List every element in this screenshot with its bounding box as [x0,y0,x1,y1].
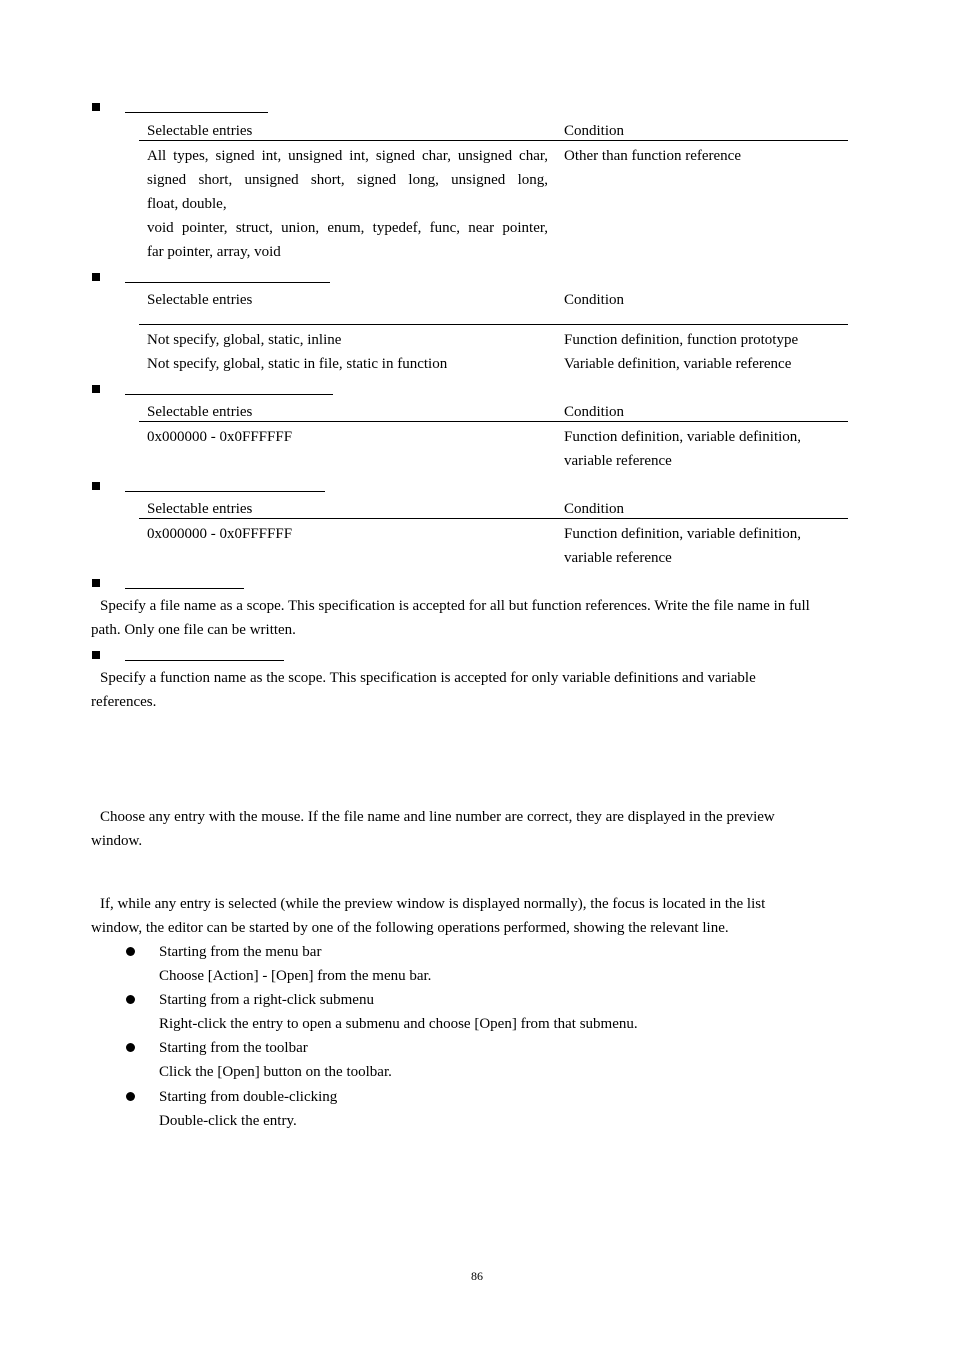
section-heading-line [125,491,325,492]
file-scope-paragraph: Specify a file name as a scope. This specification is accepted for all but function references. Write the file name in full path. Only one file can be written. [91,598,810,638]
list-item: Starting from double-clicking Double-click the entry. [159,1089,338,1129]
table-header-condition: Condition [564,292,625,308]
section-heading-line [125,660,284,661]
section-bullet [92,482,100,490]
table-header-entries: Selectable entries [147,501,253,517]
choose-entry-paragraph: Choose any entry with the mouse. If the file name and line number are correct, they are displayed in the preview window. [91,809,775,849]
table-cell-entries: Not specify, global, static in file, static in function [147,356,448,372]
table-header-entries: Selectable entries [147,123,253,139]
section-bullet [92,385,100,393]
list-bullet [126,947,135,956]
list-bullet [126,1092,135,1101]
table-header-rule [139,324,848,325]
page-number: 86 [471,1269,483,1283]
table-header-rule [139,140,848,141]
table-header-rule [139,518,848,519]
section-bullet [92,273,100,281]
table-cell-entries: Not specify, global, static, inline [147,332,342,348]
section-bullet [92,651,100,659]
table-cell-condition: Function definition, variable definition, variable reference [564,526,802,566]
table-cell-entries: 0x000000 - 0x0FFFFFF [147,429,293,445]
table-header-condition: Condition [564,501,625,517]
table-header-entries: Selectable entries [147,292,253,308]
section-heading-line [125,282,330,283]
list-item: Starting from the toolbar Click the [Open] button on the toolbar. [159,1040,392,1080]
table-cell-condition: Function definition, function prototype [564,332,799,348]
table-cell-entries: All types, signed int, unsigned int, signed char, unsigned char, signed short, unsigned short, signed long, unsigned long, float, double, void pointer, struct, union, enum, typedef, func, near pointer, far pointer, array, void [147,148,548,260]
table-cell-condition: Other than function reference [564,148,741,164]
section-heading-line [125,112,268,113]
list-item: Starting from the menu bar Choose [Action] - [Open] from the menu bar. [159,944,432,984]
list-item: Starting from a right-click submenu Right-click the entry to open a submenu and choose [Open] from that submenu. [159,992,638,1032]
table-header-condition: Condition [564,123,625,139]
table-cell-condition: Variable definition, variable reference [564,356,792,372]
table-cell-condition: Function definition, variable definition, variable reference [564,429,802,469]
editor-start-paragraph: If, while any entry is selected (while the preview window is displayed normally), the focus is located in the list window, the editor can be started by one of the following operations performed, showing the relevant line. [91,896,766,936]
table-header-condition: Condition [564,404,625,420]
table-header-rule [139,421,848,422]
list-bullet [126,995,135,1004]
table-header-entries: Selectable entries [147,404,253,420]
function-scope-paragraph: Specify a function name as the scope. This specification is accepted for only variable definitions and variable references. [91,670,756,710]
section-heading-line [125,588,244,589]
section-bullet [92,103,100,111]
list-bullet [126,1043,135,1052]
section-bullet [92,579,100,587]
table-cell-entries: 0x000000 - 0x0FFFFFF [147,526,293,542]
section-heading-line [125,394,333,395]
